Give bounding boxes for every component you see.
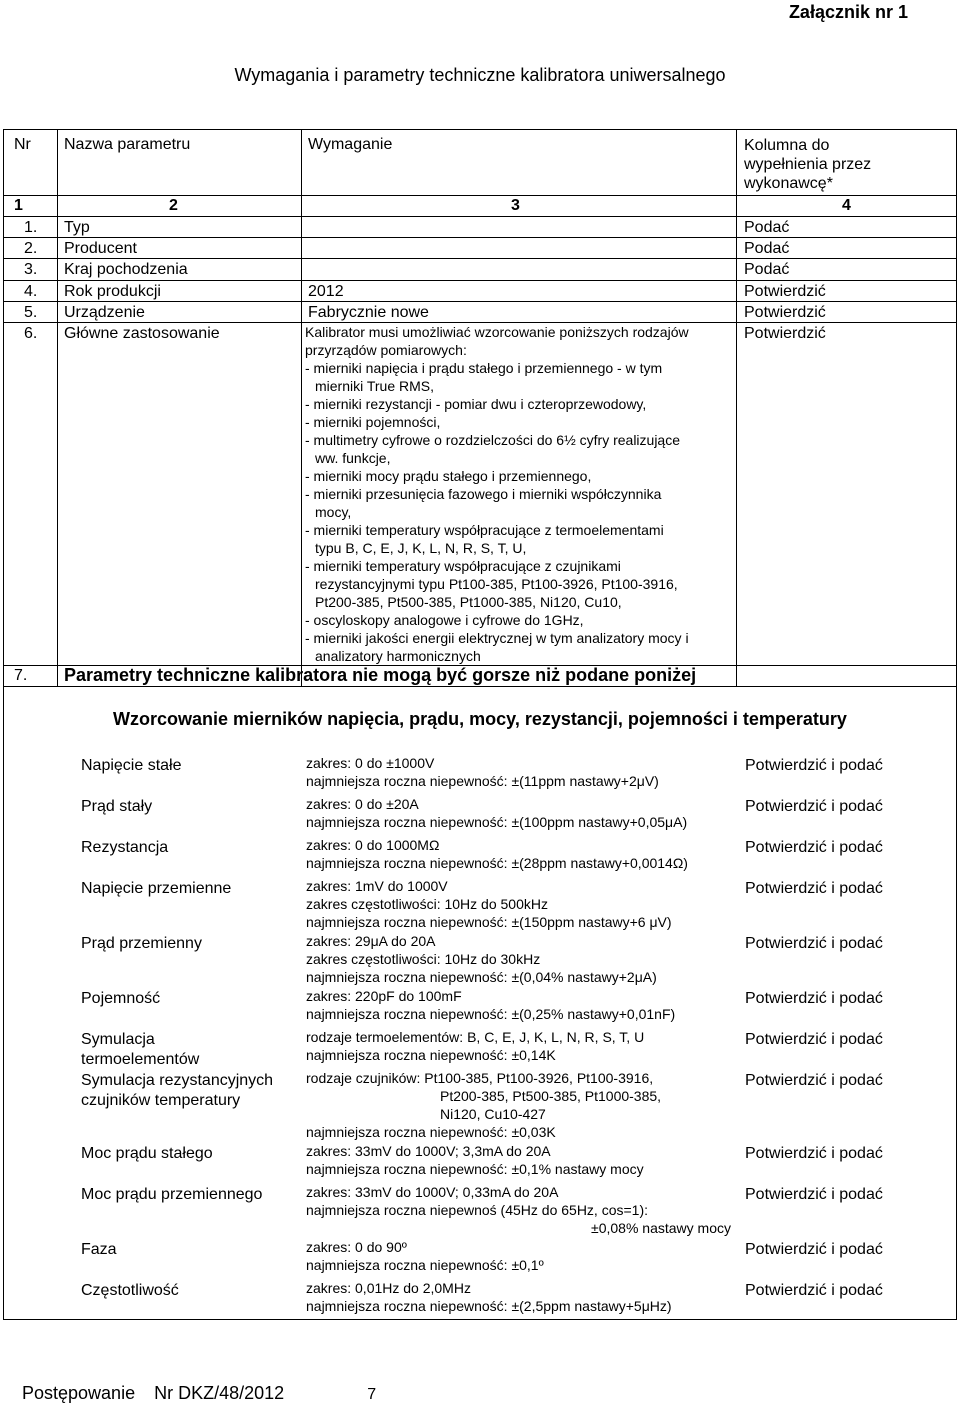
spec-value-line: zakres: 0 do ±1000V: [306, 755, 435, 771]
spec-value-line: Ni120, Cu10-427: [440, 1106, 546, 1122]
row-nr: 5.: [24, 304, 38, 321]
spec-action: Potwierdzić i podać: [745, 1282, 883, 1299]
spec-value: [306, 836, 731, 872]
spec-value-line: najmniejsza roczna niepewność: ±(2,5ppm nastawy+5μHz): [306, 1298, 672, 1314]
spec-value-line: zakres: 1mV do 1000V: [306, 878, 448, 894]
spec-value-line: najmniejsza roczna niepewność: ±(150ppm nastawy+6 μV): [306, 914, 672, 930]
requirement-line: - mierniki przesunięcia fazowego i mierniki współczynnika: [305, 486, 662, 502]
spec-value-line: zakres: 220pF do 100mF: [306, 988, 462, 1004]
spec-action: Potwierdzić i podać: [745, 1145, 883, 1162]
spec-action: Potwierdzić i podać: [745, 1031, 883, 1048]
spec-name: [81, 1030, 301, 1070]
requirement-line: - multimetry cyfrowe o rozdzielczości do 6½ cyfry realizujące: [305, 432, 681, 448]
spec-name: [81, 1281, 301, 1301]
spec-name-line: Pojemność: [81, 990, 161, 1007]
col-number-3: 3: [511, 197, 520, 214]
requirement-line: - mierniki jakości energii elektrycznej w tym analizatory mocy i: [305, 630, 689, 646]
row-action: Potwierdzić: [744, 325, 826, 342]
spec-name: [81, 934, 301, 954]
footer-reference: Nr DKZ/48/2012: [154, 1383, 285, 1403]
row-action: Podać: [744, 219, 790, 236]
spec-value: [306, 932, 731, 986]
spec-value-line: najmniejsza roczna niepewność: ±(0,25% nastawy+0,01nF): [306, 1006, 676, 1022]
requirement-line: rezystancyjnymi typu Pt100-385, Pt100-3926, Pt100-3916,: [315, 576, 678, 592]
spec-name-line: Prąd przemienny: [81, 935, 202, 952]
row-divider-3: [3, 280, 957, 281]
row-nr: 7.: [14, 667, 28, 684]
spec-value-line: zakres: 0 do 1000MΩ: [306, 837, 440, 853]
spec-action: Potwierdzić i podać: [745, 935, 883, 952]
spec-action: Potwierdzić i podać: [745, 990, 883, 1007]
requirement-line: - oscyloskopy analogowe i cyfrowe do 1GHz,: [305, 612, 584, 628]
row-divider-7: [3, 686, 957, 687]
spec-value-line: najmniejsza roczna niepewność: ±(11ppm nastawy+2μV): [306, 773, 659, 789]
col-divider-3: [736, 129, 737, 686]
row-action: Potwierdzić: [744, 283, 826, 300]
spec-name: [81, 1144, 301, 1164]
col-divider-2: [301, 129, 302, 686]
row-nr: 3.: [24, 261, 38, 278]
row-action: Podać: [744, 261, 790, 278]
spec-name-line: termoelementów: [81, 1051, 200, 1068]
spec-name: [81, 1071, 301, 1111]
spec-action: Potwierdzić i podać: [745, 798, 883, 815]
spec-value-line: najmniejsza roczna niepewność: ±(0,04% nastawy+2μA): [306, 969, 657, 985]
annex-label: Załącznik nr 1: [788, 2, 908, 22]
col-number-2: 2: [169, 197, 178, 214]
spec-value: [306, 795, 731, 831]
row-requirement: 2012: [308, 283, 344, 300]
spec-name: [81, 989, 301, 1009]
requirement-line: Pt200-385, Pt500-385, Pt1000-385, Ni120, Cu10,: [315, 594, 622, 610]
requirement-line: ww. funkcje,: [315, 450, 391, 466]
spec-name: [81, 756, 301, 776]
spec-value-line: rodzaje czujników: Pt100-385, Pt100-3926, Pt100-3916,: [306, 1070, 654, 1086]
spec-name-line: Rezystancja: [81, 839, 169, 856]
spec-value-line: najmniejsza roczna niepewność: ±(28ppm nastawy+0,0014Ω): [306, 855, 688, 871]
row-divider-1: [3, 237, 957, 238]
spec-value-line: najmniejsza roczna niepewność: ±0,1º: [306, 1257, 544, 1273]
header-contractor: Kolumna do wypełnienia przez wykonawcę*: [744, 137, 872, 192]
requirement-line: mierniki True RMS,: [315, 378, 435, 394]
spec-value-line: zakres: 33mV do 1000V; 0,33mA do 20A: [306, 1184, 559, 1200]
requirement-line: analizatory harmonicznych: [315, 648, 481, 664]
spec-value: [306, 1028, 731, 1064]
spec-value-line: zakres częstotliwości: 10Hz do 500kHz: [306, 896, 548, 912]
footer-procedure: Postępowanie: [22, 1383, 136, 1403]
requirement-line: typu B, C, E, J, K, L, N, R, S, T, U,: [315, 540, 527, 556]
spec-name-line: Napięcie przemienne: [81, 880, 232, 897]
col-divider-1: [57, 129, 58, 686]
spec-name-line: Faza: [81, 1241, 117, 1258]
requirement-line: - mierniki pojemności,: [305, 414, 441, 430]
spec-value: [306, 1279, 731, 1315]
spec-value: [306, 877, 731, 931]
document-title: Wymagania i parametry techniczne kalibratora uniwersalnego: [234, 65, 726, 85]
row-requirement: Fabrycznie nowe: [308, 304, 429, 321]
spec-value-line: najmniejsza roczna niepewność: ±0,14K: [306, 1047, 556, 1063]
spec-value-line: Pt200-385, Pt500-385, Pt1000-385,: [440, 1088, 662, 1104]
spec-value-line: zakres: 33mV do 1000V; 3,3mA do 20A: [306, 1143, 551, 1159]
spec-value: [306, 1238, 731, 1274]
requirement-line: - mierniki rezystancji - pomiar dwu i czteroprzewodowy,: [305, 396, 647, 412]
spec-action: Potwierdzić i podać: [745, 880, 883, 897]
row-name: Urządzenie: [64, 304, 145, 321]
spec-name-line: Prąd stały: [81, 798, 153, 815]
spec-name: [81, 879, 301, 899]
row-nr: 4.: [24, 283, 38, 300]
col-number-1: 1: [14, 197, 23, 214]
row-nr: 1.: [24, 219, 38, 236]
main-application-list: [305, 323, 735, 665]
technical-parameters-heading: Parametry techniczne kalibratora nie mogą być gorsze niż podane poniżej: [64, 665, 697, 685]
spec-value: [306, 987, 731, 1023]
footer: [22, 1383, 376, 1404]
calibration-section-title: Wzorcowanie mierników napięcia, prądu, mocy, rezystancji, pojemności i temperatury: [113, 709, 847, 729]
page-number: 7: [367, 1386, 377, 1403]
spec-value-line: najmniejsza roczna niepewność: ±0,1% nastawy mocy: [306, 1161, 644, 1177]
spec-action: Potwierdzić i podać: [745, 757, 883, 774]
header-nr: Nr: [14, 136, 31, 153]
spec-name-line: Napięcie stałe: [81, 757, 182, 774]
row-name: Producent: [64, 240, 137, 257]
spec-name-line: Symulacja: [81, 1031, 155, 1048]
spec-name-line: czujników temperatury: [81, 1092, 241, 1109]
row-nr: 2.: [24, 240, 38, 257]
row-divider-4: [3, 301, 957, 302]
row-action: Potwierdzić: [744, 304, 826, 321]
spec-value-line: zakres częstotliwości: 10Hz do 30kHz: [306, 951, 541, 967]
requirement-line: Kalibrator musi umożliwiać wzorcowanie poniższych rodzajów: [305, 324, 689, 340]
spec-action: Potwierdzić i podać: [745, 1186, 883, 1203]
row-name: Rok produkcji: [64, 283, 161, 300]
spec-value-line: ±0,08% nastawy mocy: [591, 1220, 731, 1236]
spec-value-line: zakres: 29μA do 20A: [306, 933, 436, 949]
spec-value-line: najmniejsza roczna niepewność: ±(100ppm nastawy+0,05μA): [306, 814, 688, 830]
requirement-line: - mierniki napięcia i prądu stałego i przemiennego - w tym: [305, 360, 663, 376]
spec-value-line: rodzaje termoelementów: B, C, E, J, K, L, N, R, S, T, U: [306, 1029, 645, 1045]
spec-name: [81, 1240, 301, 1260]
requirement-line: - mierniki temperatury współpracujące z termoelementami: [305, 522, 664, 538]
spec-value: [306, 1142, 731, 1178]
spec-value-line: zakres: 0 do 90º: [306, 1239, 407, 1255]
row-nr: 6.: [24, 325, 38, 342]
spec-value-line: najmniejsza roczna niepewność: ±0,03K: [306, 1124, 556, 1140]
row-divider-2: [3, 258, 957, 259]
spec-value: [306, 754, 731, 790]
row-divider-header: [3, 195, 957, 196]
spec-name-line: Moc prądu przemiennego: [81, 1186, 263, 1203]
spec-action: Potwierdzić i podać: [745, 839, 883, 856]
col-number-4: 4: [842, 197, 851, 214]
spec-name-line: Moc prądu stałego: [81, 1145, 213, 1162]
spec-name: [81, 797, 301, 817]
spec-name: [81, 838, 301, 858]
requirement-line: - mierniki temperatury współpracujące z czujnikami: [305, 558, 621, 574]
spec-value-line: zakres: 0,01Hz do 2,0MHz: [306, 1280, 471, 1296]
header-name: Nazwa parametru: [64, 136, 191, 153]
spec-value: [306, 1069, 731, 1141]
requirement-line: - mierniki mocy prądu stałego i przemiennego,: [305, 468, 592, 484]
spec-name-line: Symulacja rezystancyjnych: [81, 1072, 274, 1089]
row-divider-numbers: [3, 216, 957, 217]
spec-action: Potwierdzić i podać: [745, 1072, 883, 1089]
spec-name: [81, 1185, 301, 1205]
row-name: Typ: [64, 219, 90, 236]
row-name: Główne zastosowanie: [64, 325, 220, 342]
requirement-line: mocy,: [315, 504, 352, 520]
row-name: Kraj pochodzenia: [64, 261, 188, 278]
header-requirement: Wymaganie: [308, 136, 393, 153]
requirement-line: przyrządów pomiarowych:: [305, 342, 467, 358]
row-action: Podać: [744, 240, 790, 257]
spec-action: Potwierdzić i podać: [745, 1241, 883, 1258]
spec-name-line: Częstotliwość: [81, 1282, 179, 1299]
spec-value-line: zakres: 0 do ±20A: [306, 796, 419, 812]
spec-value: [306, 1183, 731, 1237]
spec-value-line: najmniejsza roczna niepewnoś (45Hz do 65Hz, cos=1):: [306, 1202, 649, 1218]
